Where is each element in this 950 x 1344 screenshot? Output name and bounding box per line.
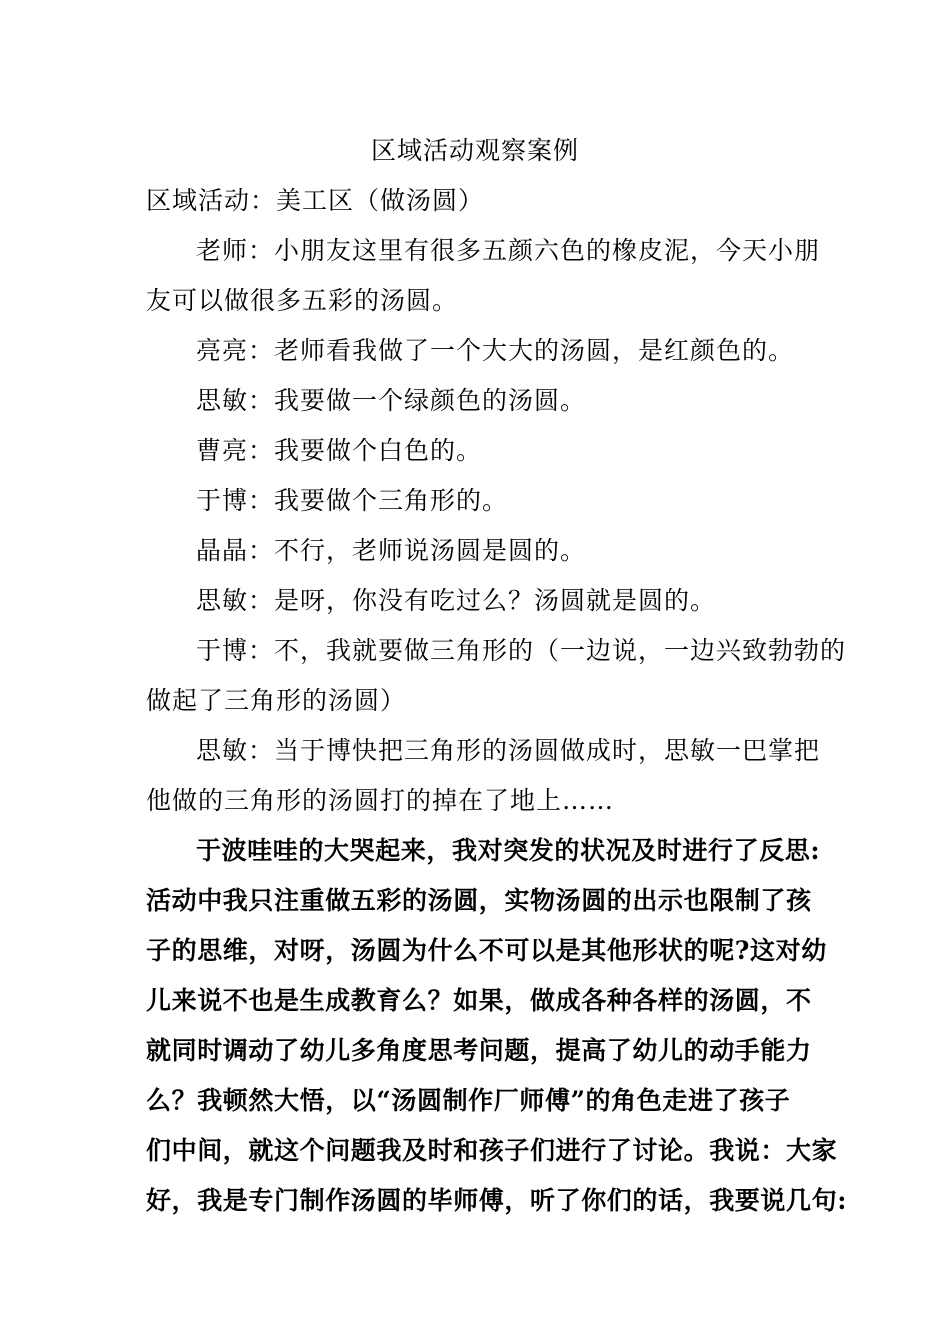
reflection-line: 儿来说不也是生成教育么？如果，做成各种各样的汤圆，不 [146, 986, 812, 1015]
reflection-line: 于波哇哇的大哭起来，我对突发的状况及时进行了反思: [196, 836, 821, 865]
reflection-line: 么？我顿然大悟，以“汤圆制作厂师傅”的角色走进了孩子 [146, 1086, 791, 1115]
dialogue-line: 思敏：当于博快把三角形的汤圆做成时，思敏一巴掌把 [196, 736, 821, 765]
dialogue-line: 于博：不，我就要做三角形的（一边说，一边兴致勃勃的 [196, 636, 847, 665]
section-heading: 区域活动：美工区（做汤圆） [146, 186, 485, 215]
dialogue-line: 曹亮：我要做个白色的。 [196, 436, 483, 465]
dialogue-line: 他做的三角形的汤圆打的掉在了地上…… [146, 786, 615, 815]
reflection-line: 活动中我只注重做五彩的汤圆，实物汤圆的出示也限制了孩 [146, 886, 812, 915]
reflection-line: 们中间，就这个问题我及时和孩子们进行了讨论。我说：大家 [146, 1136, 838, 1165]
dialogue-line: 思敏：是呀，你没有吃过么？汤圆就是圆的。 [196, 586, 717, 615]
dialogue-line: 于博：我要做个三角形的。 [196, 486, 509, 515]
dialogue-line: 做起了三角形的汤圆） [146, 686, 407, 715]
reflection-line: 就同时调动了幼儿多角度思考问题，提高了幼儿的动手能力 [146, 1036, 812, 1065]
document-title: 区域活动观察案例 [370, 136, 579, 165]
dialogue-line: 友可以做很多五彩的汤圆。 [146, 286, 459, 315]
dialogue-line: 晶晶：不行，老师说汤圆是圆的。 [196, 536, 587, 565]
dialogue-line: 老师：小朋友这里有很多五颜六色的橡皮泥，今天小朋 [196, 236, 821, 265]
reflection-line: 子的思维，对呀，汤圆为什么不可以是其他形状的呢?这对幼 [146, 936, 827, 965]
dialogue-line: 思敏：我要做一个绿颜色的汤圆。 [196, 386, 587, 415]
dialogue-line: 亮亮：老师看我做了一个大大的汤圆，是红颜色的。 [196, 336, 795, 365]
reflection-line: 好，我是专门制作汤圆的毕师傅，听了你们的话，我要说几句: [146, 1186, 848, 1215]
